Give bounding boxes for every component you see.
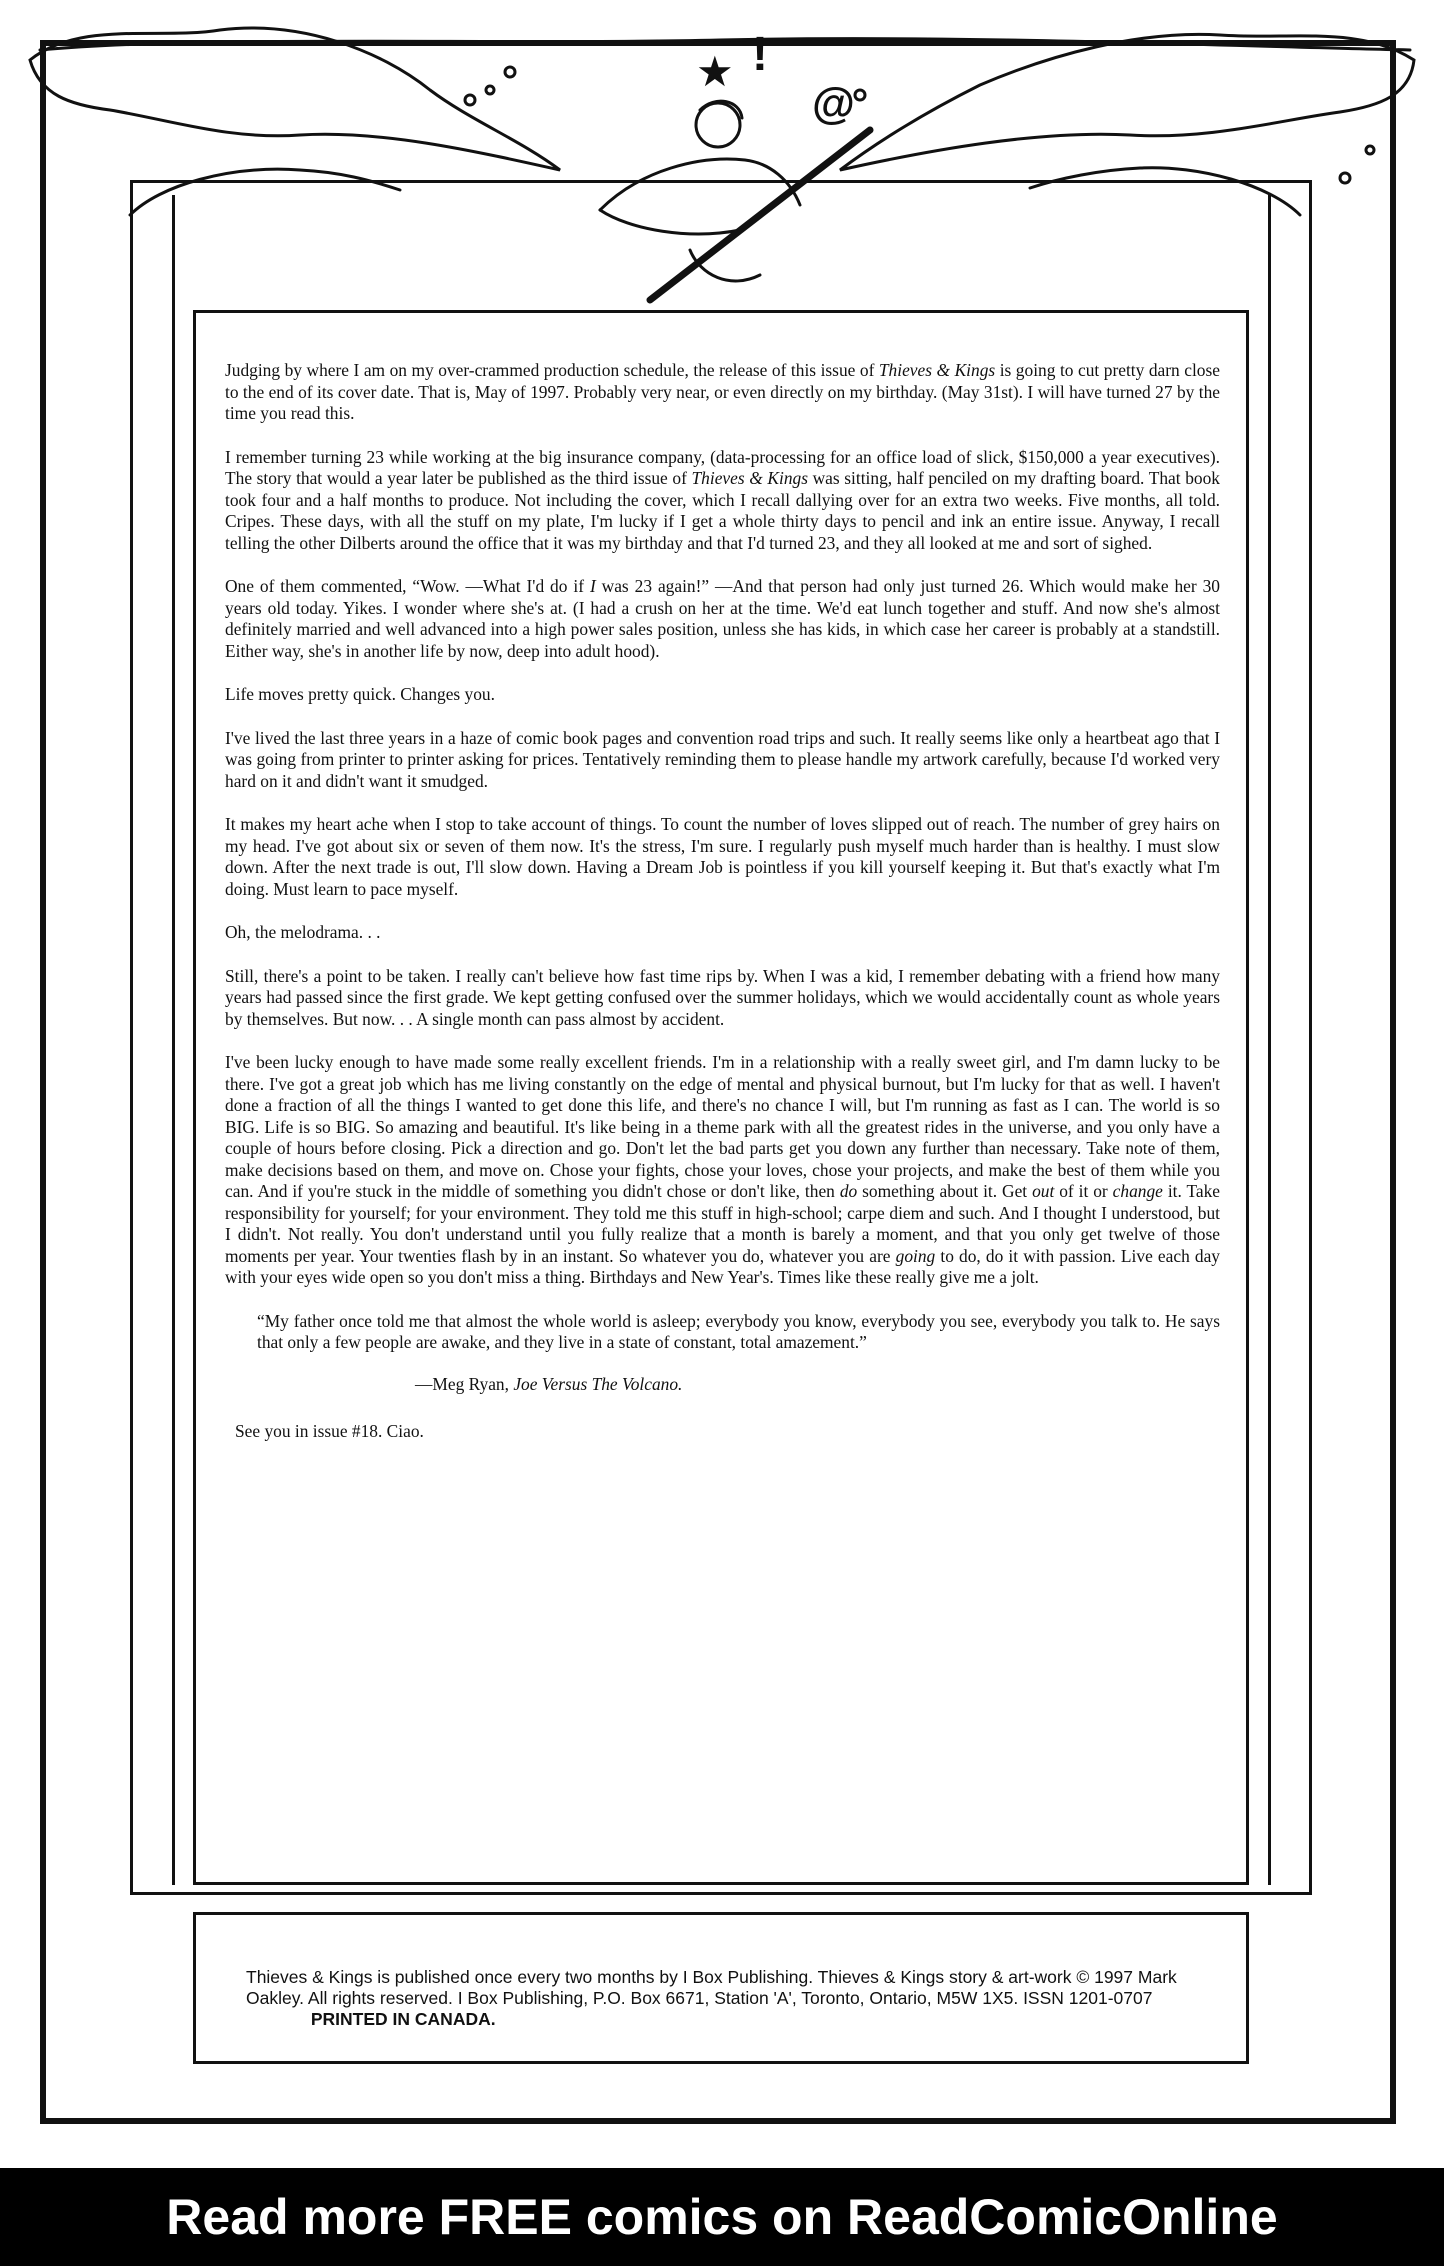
- italic-text: going: [895, 1245, 936, 1266]
- paragraph-text: Oh, the melodrama. . .: [225, 922, 381, 942]
- signoff: See you in issue #18. Ciao.: [235, 1421, 424, 1441]
- italic-text: I: [589, 576, 596, 596]
- paragraph-text: is going to cut pretty darn close to the end of its cover date. That is, May of 1997. Probably very near, or even directly on my birthday. (May 31st). I will have turned 27 by the time you read this.: [225, 360, 1220, 423]
- leaf-dot: [465, 95, 475, 105]
- italic-text: change: [1112, 1181, 1163, 1201]
- exclamation-mark: !: [752, 28, 768, 81]
- paragraph-text: I've lived the last three years in a haze of comic book pages and convention road trips and such. It really seems like only a heartbeat ago that I was going from printer to printer asking for prices. Tentatively reminding them to please handle my artwork carefully, because I'd worked very hard on it and didn't want it smudged.: [225, 727, 1220, 791]
- promo-banner[interactable]: Read more FREE comics on ReadComicOnline: [0, 2168, 1444, 2266]
- article-paragraph: [225, 922, 1220, 944]
- article-paragraph: [225, 1052, 1220, 1289]
- leaf-dot: [855, 90, 865, 100]
- paragraph-text: to do, do it with passion. Live each day with your eyes wide open so you don't miss a thing. Birthdays and New Year's. Times like these really give me a jolt.: [225, 1245, 1221, 1287]
- paragraph-text: I remember turning 23 while working at the big insurance company, (data-processing for an office load of slick, $150,000 a year executives). The story that would a year later be published as the third issue of: [225, 446, 1220, 488]
- star-symbol: ★: [696, 47, 734, 96]
- paragraph-text: it. Take responsibility for yourself; for your environment. They told me this stuff in high-school; carpe diem and such. And I thought I understood, but I didn't. Not really. You don't understand until you fully realize that a month is barely a moment, and that you only get twelve of those moments per year. Your twenties flash by in an instant. So whatever you do, whatever you are: [225, 1181, 1220, 1266]
- leaf-dot: [1340, 173, 1350, 183]
- article-paragraphs: [225, 360, 1220, 1289]
- attribution-author: —Meg Ryan,: [415, 1373, 514, 1394]
- article-paragraph: [225, 447, 1220, 555]
- branch-left: [130, 169, 400, 215]
- reading-figure: [600, 101, 870, 300]
- publication-info-box: [193, 1912, 1249, 2064]
- branch-right: [1030, 168, 1300, 215]
- quote-attribution: [415, 1374, 1220, 1396]
- leaf-dot: [505, 67, 515, 77]
- leaf-dot: [486, 86, 494, 94]
- quote: “My father once told me that almost the whole world is asleep; everybody you know, everybody you see, everybody you talk to. He says that only a few people are awake, and they live in a state of constant, total amazement.”: [257, 1310, 1220, 1352]
- article-paragraph: [225, 814, 1220, 900]
- tree-canopy-left: [30, 28, 560, 170]
- left-pillar: [172, 195, 175, 1885]
- tree-canopy-right: [840, 34, 1414, 170]
- italic-text: do: [839, 1181, 858, 1201]
- paragraph-text: Still, there's a point to be taken. I really can't believe how fast time rips by. When I was a kid, I remember debating with a friend how many years had passed since the first grade. We kept getting confused over the summer holidays, which we would accidentally count as whole years by themselves. But now. . . A single month can pass almost by accident.: [225, 965, 1220, 1029]
- article-paragraph: [225, 966, 1220, 1031]
- paragraph-text: something about it. Get: [857, 1181, 1033, 1201]
- paragraph-text: Life moves pretty quick. Changes you.: [225, 684, 495, 704]
- attribution-work: Joe Versus The Volcano.: [513, 1373, 683, 1394]
- publication-info: [246, 1967, 1201, 2030]
- paragraph-text: I've been lucky enough to have made some really excellent friends. I'm in a relationship with a really sweet girl, and I'm damn lucky to be there. I've got a great job which has me living constantly on the edge of mental and physical burnout, but I'm lucky for that as well. I haven't done a fraction of all the things I wanted to get done this life, and there's no chance I will, but I'm running as fast as I can. The world is so BIG. Life is so BIG. So amazing and beautiful. It's like being in a theme park with all the greatest rides in the universe, and you only have a couple of hours before closing. Pick a direction and go. Don't let the bad parts get you down any further than necessary. Take note of them, make decisions based on them, and move on. Chose your fights, chose your loves, chose your projects, and make the best of them while you can. And if you're stuck in the middle of something you didn't chose or don't like, then: [225, 1052, 1220, 1201]
- header-illustration: [0, 0, 1444, 320]
- paragraph-text: It makes my heart ache when I stop to take account of things. To count the number of loves slipped out of reach. The number of grey hairs on my head. I've got about six or seven of them now. It's the stress, I'm sure. I regularly push myself much harder than is healthy. I must slow down. After the next trade is out, I'll slow down. Having a Dream Job is pointless if you kill yourself keeping it. But that's exactly what I'm doing. Must learn to pace myself.: [225, 814, 1220, 899]
- paragraph-text: Judging by where I am on my over-crammed production schedule, the release of this issue of: [225, 360, 879, 380]
- paragraph-text: One of them commented, “Wow. —What I'd do if: [225, 576, 590, 596]
- paragraph-text: was sitting, half penciled on my drafting board. That book took four and a half months to produce. Not including the cover, which I recall dallying over for an extra two weeks. Five months, all told. Cripes. These days, with all the stuff on my plate, I'm lucky if I get a whole thirty days to pencil and ink an entire issue. Anyway, I recall telling the other Dilberts around the office that it was my birthday and that I'd turned 23, and they all looked at me and sort of sighed.: [225, 468, 1220, 553]
- paragraph-text: was 23 again!” —And that person had only just turned 26. Which would make her 30 years old today. Yikes. I wonder where she's at. (I had a crush on her at the time. We'd eat lunch together and stuff. And now she's almost definitely married and well advanced into a high power sales position, unless she has kids, in which case her career is probably at a standstill. Either way, she's in another life by now, deep into adult hood).: [225, 576, 1221, 661]
- leaf-dot: [1366, 146, 1374, 154]
- italic-text: out: [1032, 1181, 1055, 1201]
- article-paragraph: [225, 360, 1220, 425]
- article-paragraph: [225, 576, 1220, 662]
- article-paragraph: [225, 728, 1220, 793]
- article-paragraph: [225, 684, 1220, 706]
- italic-text: Thieves & Kings: [691, 468, 808, 488]
- italic-text: Thieves & Kings: [878, 360, 996, 380]
- publication-info-text: Thieves & Kings is published once every two months by I Box Publishing. Thieves & Kings story & art-work © 1997 Mark Oakley. All rights reserved. I Box Publishing, P.O. Box 6671, Station 'A', Toronto, Ontario, M5W 1X5. ISSN 1201-0707: [246, 1967, 1177, 2008]
- article-body: [225, 360, 1220, 1443]
- at-symbol: @: [812, 79, 855, 128]
- right-pillar: [1268, 195, 1271, 1885]
- paragraph-text: of it or: [1054, 1181, 1113, 1201]
- printed-in-canada: PRINTED IN CANADA.: [310, 2009, 496, 2029]
